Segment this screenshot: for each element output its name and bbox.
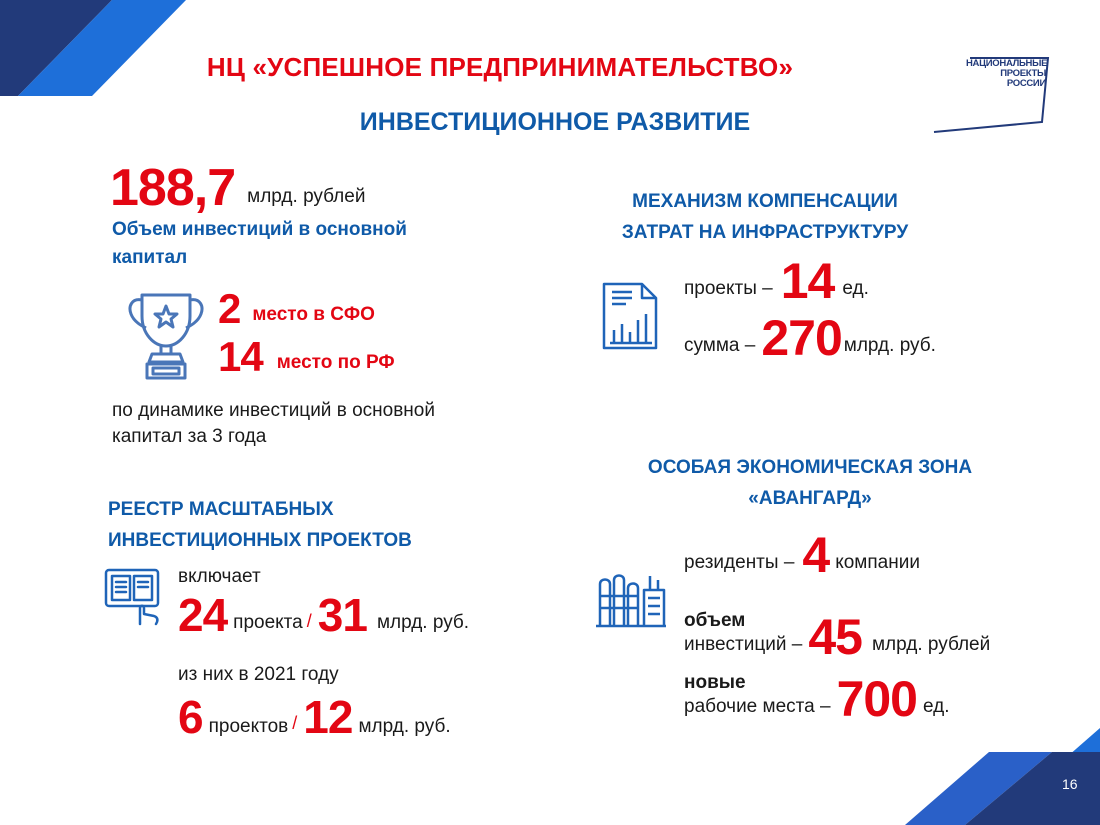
sez-jobs-label: рабочие места – — [684, 696, 831, 717]
registry-year-row — [178, 691, 451, 743]
sez-heading-line-1: ОСОБАЯ ЭКОНОМИЧЕСКАЯ ЗОНА — [647, 457, 973, 478]
sez-jobs-bold: новые — [684, 672, 746, 693]
sez-invest-value: 45 — [808, 609, 862, 665]
sez-jobs-value: 700 — [836, 671, 917, 727]
sez-invest-bold: объем — [684, 610, 746, 631]
investment-value: 188,7 — [110, 159, 236, 217]
sez-jobs-row — [684, 671, 950, 727]
registry-year-amount-unit: млрд. руб. — [358, 716, 451, 737]
registry-year-amount-value: 12 — [303, 691, 353, 743]
sez-invest-label: инвестиций – — [684, 634, 803, 655]
sez-heading — [580, 452, 1040, 514]
rank-rf-number: 14 — [218, 333, 263, 380]
registry-includes-label: включает — [178, 566, 261, 587]
page-number: 16 — [1062, 776, 1078, 792]
registry-amount-unit: млрд. руб. — [376, 612, 470, 633]
registry-separator: / — [306, 611, 312, 631]
logo-line-2: ПРОЕКТЫ — [1000, 68, 1046, 79]
sez-residents-label: резиденты – — [684, 552, 795, 573]
compensation-heading — [560, 186, 970, 248]
rank-rf-text: место по РФ — [276, 352, 395, 373]
compensation-heading-line-1: МЕХАНИЗМ КОМПЕНСАЦИИ — [632, 191, 898, 212]
sez-heading-line-2: «АВАНГАРД» — [748, 488, 872, 509]
sez-invest-row — [684, 609, 991, 665]
compensation-projects-row — [684, 253, 869, 309]
rank-rf-row — [218, 333, 395, 380]
compensation-projects-value: 14 — [780, 253, 835, 309]
page-subtitle: ИНВЕСТИЦИОННОЕ РАЗВИТИЕ — [359, 108, 751, 136]
registry-heading-line-1: РЕЕСТР МАСШТАБНЫХ — [108, 499, 334, 520]
registry-projects-word: проекта — [233, 612, 303, 633]
logo-line-3: РОССИИ — [1006, 78, 1046, 89]
registry-year-projects-value: 6 — [178, 691, 203, 743]
top-left-decoration — [0, 0, 190, 100]
rank-sfo-row — [218, 285, 375, 332]
investment-unit: млрд. рублей — [247, 186, 366, 207]
trophy-icon — [128, 292, 204, 382]
investment-value-row — [110, 159, 366, 217]
rank-sfo-text: место в СФО — [252, 304, 375, 325]
compensation-heading-line-2: ЗАТРАТ НА ИНФРАСТРУКТУРУ — [621, 222, 909, 243]
logo-line-1: НАЦИОНАЛЬНЫЕ — [966, 58, 1048, 69]
industrial-plant-icon — [594, 570, 668, 628]
report-chart-icon — [602, 282, 662, 350]
compensation-projects-label: проекты – — [684, 278, 773, 299]
compensation-sum-value: 270 — [761, 310, 842, 366]
registry-heading — [108, 494, 412, 556]
sez-jobs-unit: ед. — [923, 696, 950, 717]
compensation-sum-unit: млрд. руб. — [843, 335, 936, 356]
page-title: НЦ «УСПЕШНОЕ ПРЕДПРИНИМАТЕЛЬСТВО» — [206, 52, 794, 82]
investment-label: Объем инвестиций в основной капитал — [112, 219, 407, 268]
registry-totals-row — [178, 589, 470, 641]
compensation-projects-unit: ед. — [842, 278, 869, 299]
registry-heading-line-2: ИНВЕСТИЦИОННЫХ ПРОЕКТОВ — [108, 530, 412, 551]
registry-year-separator: / — [292, 713, 298, 733]
investment-note: по динамике инвестиций в основной капитал за 3 года — [112, 400, 435, 447]
sez-residents-unit: компании — [835, 552, 920, 573]
national-projects-logo — [930, 56, 1050, 136]
registry-year-label: из них в 2021 году — [178, 664, 339, 685]
rank-sfo-number: 2 — [218, 285, 241, 332]
compensation-sum-label: сумма – — [684, 335, 756, 356]
compensation-sum-row — [684, 310, 936, 366]
interactive-book-icon — [104, 568, 162, 626]
sez-residents-value: 4 — [802, 527, 830, 583]
sez-residents-row — [684, 527, 920, 583]
sez-invest-unit: млрд. рублей — [871, 634, 991, 655]
registry-amount-value: 31 — [317, 589, 367, 641]
registry-year-projects-word: проектов — [208, 716, 289, 737]
registry-projects-value: 24 — [178, 589, 228, 641]
